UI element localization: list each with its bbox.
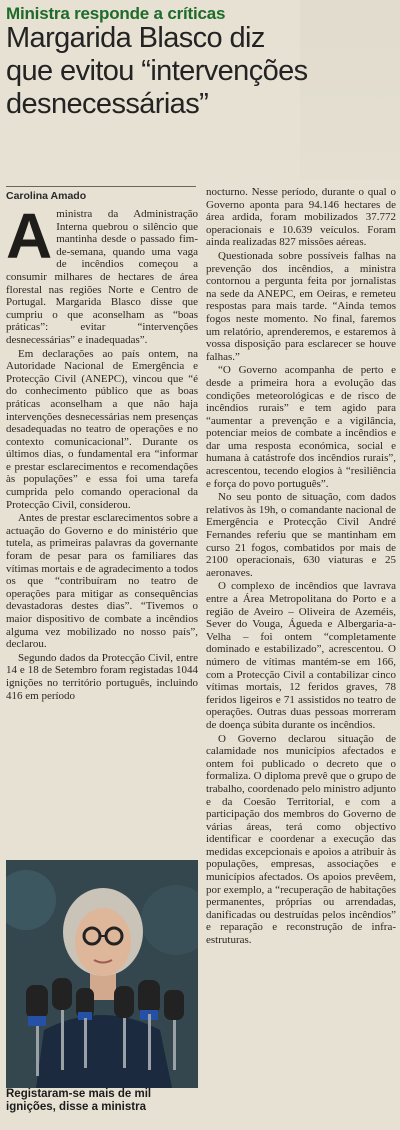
minister-photo <box>6 860 198 1088</box>
byline: Carolina Amado <box>6 190 87 202</box>
body-paragraph: Em declarações ao país ontem, na Autoridade Nacional de Emergência e Protecção Civil (ANEPC), vincou que “é do conhecimento público que as boas práticas aconselham a que não haja intervenções desnecessárias nem presenças desadequadas no teatro de operações e no contexto comunicacional”. Durante os últimos dias, o fundamental era “informar e prestar esclarecimentos e recomendações às populações” e essa foi uma tarefa cumprida pelo comando operacional da Protecção Civil, considerou. <box>6 347 198 511</box>
headline <box>6 22 398 121</box>
body-paragraph: No seu ponto de situação, com dados relativos às 19h, o comandante nacional de Emergência e Protecção Civil André Fernandes referiu que se mantinham em curso 21 fogos, combatidos por mais de 2100 operacionais, 630 viaturas e 25 aeronaves. <box>206 491 396 579</box>
body-paragraph: nocturno. Nesse período, durante o qual o Governo aponta para 94.146 hectares de área ardida, foram mobilizados 37.772 operacionais e 10.639 veículos. Foram ainda realizadas 827 missões aéreas. <box>206 186 396 249</box>
body-paragraph <box>6 200 198 347</box>
body-column-left <box>6 200 198 703</box>
headline-line: desnecessárias” <box>6 88 209 120</box>
headline-line: Margarida Blasco diz <box>6 22 265 54</box>
photo-caption: Registaram-se mais de mil ignições, disse a ministra <box>6 1088 152 1113</box>
dropcap: A <box>6 200 53 272</box>
byline-rule <box>6 186 196 187</box>
body-paragraph: Antes de prestar esclarecimentos sobre a actuação do Governo e do ministério que tutela, as primeiras palavras da governante foram de pesar para os familiares das vítimas mortais e de agradecimento a todos os que “contribuíram no teatro de operações para mitigar as consequências devastadoras destes dias”. “Tivemos o maior dispositivo de combate a incêndios alguma vez mobilizado no nosso país”, declarou. <box>6 512 198 651</box>
body-column-right <box>206 186 396 948</box>
body-paragraph: O Governo declarou situação de calamidade nos municípios afectados e ontem foi publicado o decreto que o formaliza. O diploma prevê que o grupo de trabalho, coordenado pelo ministro adjunto e da Coesão Territorial, e com a participação dos membros do Governo de várias áreas, terá como objectivo identificar e coordenar a execução das medidas excepcionais e apoios a atribuir às populações, empresas, associações e municípios afectados. Os apoios prevêem, por exemplo, a “recuperação de habitações permanentes, próprias ou arrendadas, danificadas ou destruídas pelos incêndios” e reparação e reconstrução de infra-estruturas. <box>206 732 396 947</box>
body-paragraph: O complexo de incêndios que lavrava entre a Área Metropolitana do Porto e a região de Aveiro – Oliveira de Azeméis, Sever do Vouga, Águeda e Albergaria-a-Velha – foi ontem “completamente dominado e estabilizado”, acrescentou. O número de vítimas mantém-se em 166, com a Protecção Civil a contabilizar cinco vítimas mortais, 12 feridos graves, 78 feridos ligeiros e 71 assistidos no teatro de operações. Outras duas pessoas morreram de doença súbita durante os incêndios. <box>206 580 396 731</box>
paragraph-text: ministra da Administração Interna quebrou o silêncio que mantinha desde o passado fim-de-semana, quando uma vaga de incêndios começou a consumir milhares de hectares de área florestal nas regiões Norte e Centro de Portugal. Margarida Blasco disse que cumpriu o que aconselham as “boas práticas”: evitar “intervenções desnecessárias” e inadequadas”. <box>6 208 198 346</box>
kicker: Ministra responde a críticas <box>6 4 226 23</box>
photo-illustration <box>6 860 198 1088</box>
body-paragraph: Questionada sobre possíveis falhas na prevenção dos incêndios, a ministra contornou a pergunta feita por jornalistas na sede da ANEPC, em Oeiras, e remeteu respostas para mais tarde. “Ainda temos fogos neste momento. No final, faremos um relatório, aprenderemos, e estaremos à vossa disposição para esclarecer se houve falhas.” <box>206 249 396 363</box>
headline-line: que evitou “intervenções <box>6 55 308 87</box>
body-paragraph: “O Governo acompanha de perto e desde a primeira hora a evolução das condições meteorológicas e de risco de incêndios rurais” e tem agido para “aumentar a prevenção e a vigilância, potenciar meios de combate a incêndios e dar uma resposta económica, social e humana à catástrofe dos incêndios rurais”, acrescentou, tecendo elogios à “resiliência e força do povo português”. <box>206 364 396 490</box>
body-paragraph: Segundo dados da Protecção Civil, entre 14 e 18 de Setembro foram registadas 1044 ignições no território português, incluindo 416 em período <box>6 651 198 702</box>
